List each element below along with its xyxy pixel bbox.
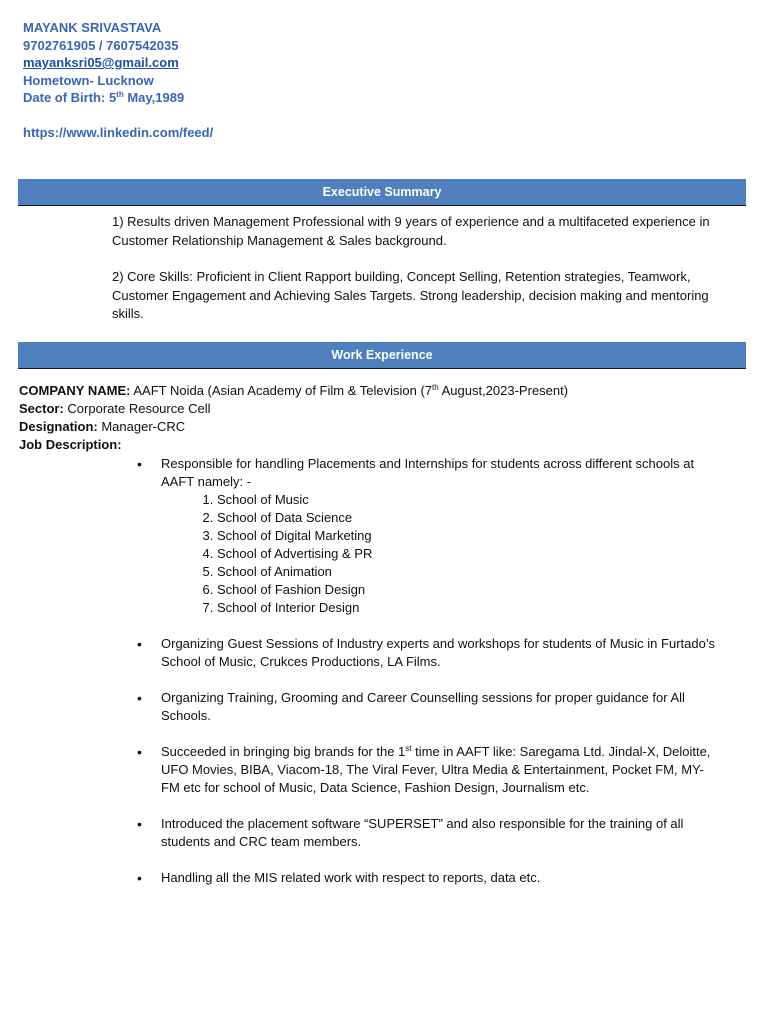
designation-line: Designation: Manager-CRC	[19, 419, 186, 434]
school-item: 2. School of Data Science	[217, 509, 721, 527]
list-item: • Introduced the placement software “SUPERSET” and also responsible for the training of all students and CRC team members.	[161, 815, 721, 851]
job-details	[19, 382, 739, 454]
school-item: 3. School of Digital Marketing	[217, 527, 721, 545]
school-item: 4. School of Advertising & PR	[217, 545, 721, 563]
job-description-label: Job Description:	[19, 437, 122, 452]
executive-summary	[112, 213, 712, 342]
hometown: Hometown- Lucknow	[23, 72, 154, 88]
company-line: COMPANY NAME: AAFT Noida (Asian Academy of Film & Television (7th August,2023-Present)	[19, 383, 569, 398]
list-item: • Succeeded in bringing big brands for the 1st time in AAFT like: Saregama Ltd. Jindal-X, Deloitte, UFO Movies, BIBA, Viacom-18, The Viral Fever, Ultra Media & Entertainment, Pocket FM, MY-FM etc for school of Music, Data Science, Fashion Design, Journalism etc.	[161, 743, 721, 797]
list-item: • Organizing Guest Sessions of Industry experts and workshops for students of Music in Furtado’s School of Music, Crukces Productions, LA Films.	[161, 635, 721, 671]
sector-line: Sector: Corporate Resource Cell	[19, 401, 211, 416]
list-item: • Organizing Training, Grooming and Career Counselling sessions for proper guidance for All Schools.	[161, 689, 721, 725]
contact-header	[23, 19, 213, 142]
candidate-name: MAYANK SRIVASTAVA	[23, 20, 162, 35]
school-item: 5. School of Animation	[217, 563, 721, 581]
schools-list	[161, 491, 721, 617]
executive-summary-heading: Executive Summary	[18, 179, 746, 206]
list-item: • Handling all the MIS related work with respect to reports, data etc.	[161, 869, 721, 887]
date-of-birth: Date of Birth: 5th May,1989	[23, 90, 185, 106]
summary-point: 2) Core Skills: Proficient in Client Rapport building, Concept Selling, Retention strategies, Teamwork, Customer Engagement and Achieving Sales Targets. Strong leadership, decision making and mentoring skills.	[112, 269, 709, 322]
work-experience-heading: Work Experience	[18, 342, 746, 369]
school-item: 6. School of Fashion Design	[217, 581, 721, 599]
list-item: • Responsible for handling Placements and Internships for students across different schools at AAFT namely: - 1. School of Music 2. School of Data Science 3. School of Digital Marketing 4. School of Advertising & PR 5. School of Animation 6. School of Fashion Design 7. School of Interior Design	[161, 455, 721, 617]
email-link[interactable]: mayanksri05@gmail.com	[23, 55, 179, 71]
school-item: 7. School of Interior Design	[217, 599, 721, 617]
school-item: 1. School of Music	[217, 491, 721, 509]
job-description-list	[161, 455, 721, 905]
linkedin-link[interactable]: https://www.linkedin.com/feed/	[23, 124, 214, 140]
phone-numbers: 9702761905 / 7607542035	[23, 37, 179, 53]
summary-point: 1) Results driven Management Professional with 9 years of experience and a multifaceted experience in Customer Relationship Management & Sales background.	[112, 214, 710, 248]
